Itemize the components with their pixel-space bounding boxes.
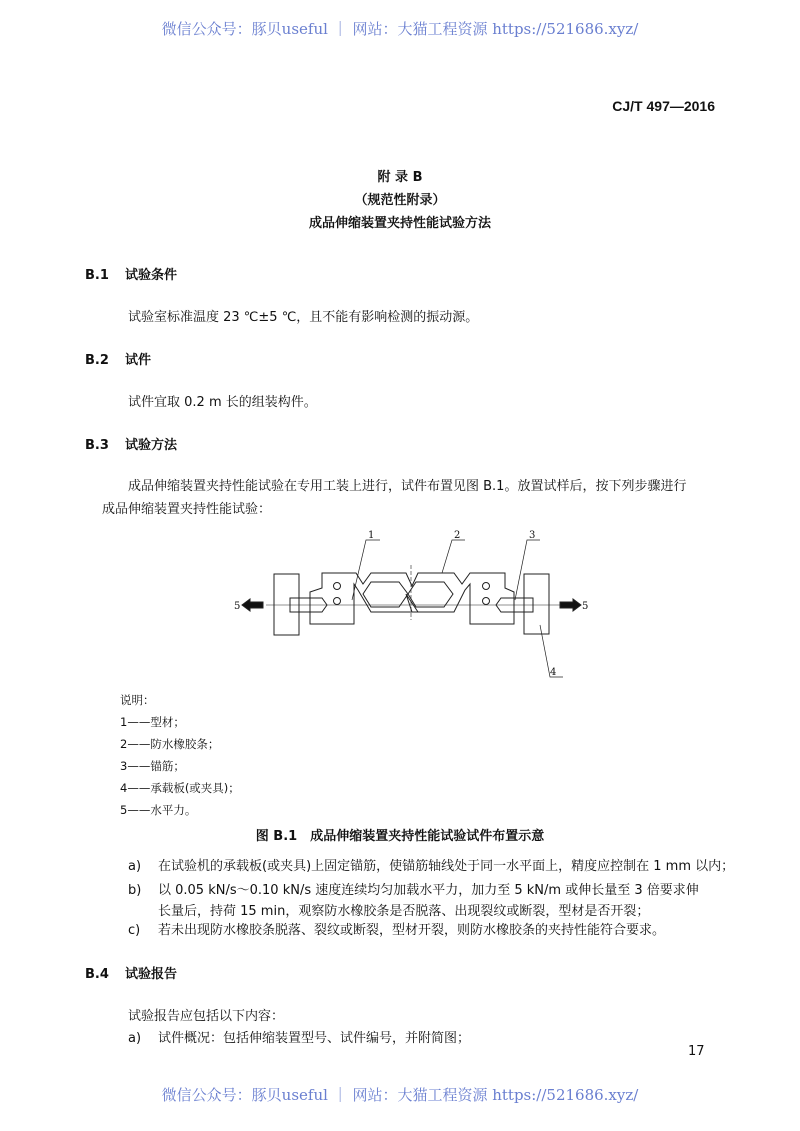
leader-3 — [515, 540, 540, 600]
left-bearing-plate — [274, 574, 299, 635]
appendix-type: （规范性附录） — [354, 193, 446, 208]
page-number: 17 — [688, 1044, 705, 1059]
standard-number: CJ/T 497—2016 — [612, 98, 715, 114]
hexagon-right — [408, 582, 453, 607]
section-text-b3-line1: 成品伸缩装置夹持性能试验在专用工装上进行，试件布置见图 B.1。放置试样后，按下列步骤进行 — [128, 479, 687, 494]
section-heading-b3: B.3 试验方法 — [85, 438, 178, 453]
force-arrow-left-icon — [242, 599, 263, 611]
hole — [334, 583, 341, 590]
section-text-b3-line2: 成品伸缩装置夹持性能试验： — [102, 502, 272, 517]
figure-b1-diagram — [230, 520, 610, 690]
step-c: c) 若未出现防水橡胶条脱落、裂纹或断裂，型材开裂，则防水橡胶条的夹持性能符合要求。 — [128, 923, 666, 938]
figure-caption: 图 B.1 成品伸缩装置夹持性能试验试件布置示意 — [255, 829, 545, 844]
section-heading-b2: B.2 试件 — [85, 353, 152, 368]
label-3: 3 — [529, 530, 536, 541]
leader-2 — [442, 540, 465, 573]
label-5-right: 5 — [582, 601, 589, 612]
watermark-bottom: 微信公众号：豚贝useful ｜ 网站：大猫工程资源 https://521686.xyz/ — [161, 1086, 639, 1104]
right-bearing-plate — [524, 574, 549, 634]
legend-item: 4——承载板(或夹具)； — [120, 781, 240, 795]
section-heading-b4: B.4 试验报告 — [85, 967, 178, 982]
appendix-name: 成品伸缩装置夹持性能试验方法 — [308, 216, 491, 231]
label-1: 1 — [368, 530, 375, 541]
legend-title: 说明： — [120, 693, 155, 707]
legend-item: 5——水平力。 — [120, 803, 197, 817]
step-b-cont: 长量后，持荷 15 min，观察防水橡胶条是否脱落、出现裂纹或断裂，型材是否开裂； — [158, 904, 650, 919]
legend-item: 2——防水橡胶条； — [120, 737, 220, 751]
label-4: 4 — [550, 667, 557, 678]
label-5-left: 5 — [234, 601, 241, 612]
leader-1 — [352, 540, 380, 600]
legend-item: 3——锚筋； — [120, 759, 185, 773]
section-text-b1: 试验室标准温度 23 ℃±5 ℃，且不能有影响检测的振动源。 — [128, 310, 479, 325]
section-text-b4: 试验报告应包括以下内容： — [128, 1009, 285, 1024]
section-text-b2: 试件宜取 0.2 m 长的组装构件。 — [128, 395, 317, 410]
step-b: b) 以 0.05 kN/s～0.10 kN/s 速度连续均匀加载水平力，加力至 5 kN/m 或伸长量至 3 倍要求伸 — [128, 883, 699, 898]
legend-item: 1——型材； — [120, 715, 185, 729]
step-a: a) 在试验机的承载板(或夹具)上固定锚筋，使锚筋轴线处于同一水平面上，精度应控制在 1 mm 以内； — [128, 859, 735, 874]
appendix-title: 附 录 B — [377, 170, 423, 185]
hole — [334, 598, 341, 605]
hole — [483, 583, 490, 590]
hexagon-left — [363, 582, 408, 607]
watermark-top: 微信公众号：豚贝useful ｜ 网站：大猫工程资源 https://521686.xyz/ — [161, 20, 639, 38]
report-item-a: a) 试件概况：包括伸缩装置型号、试件编号，并附简图； — [128, 1031, 471, 1046]
hole — [483, 598, 490, 605]
section-heading-b1: B.1 试验条件 — [85, 268, 178, 283]
force-arrow-right-icon — [560, 599, 581, 611]
label-2: 2 — [454, 530, 461, 541]
